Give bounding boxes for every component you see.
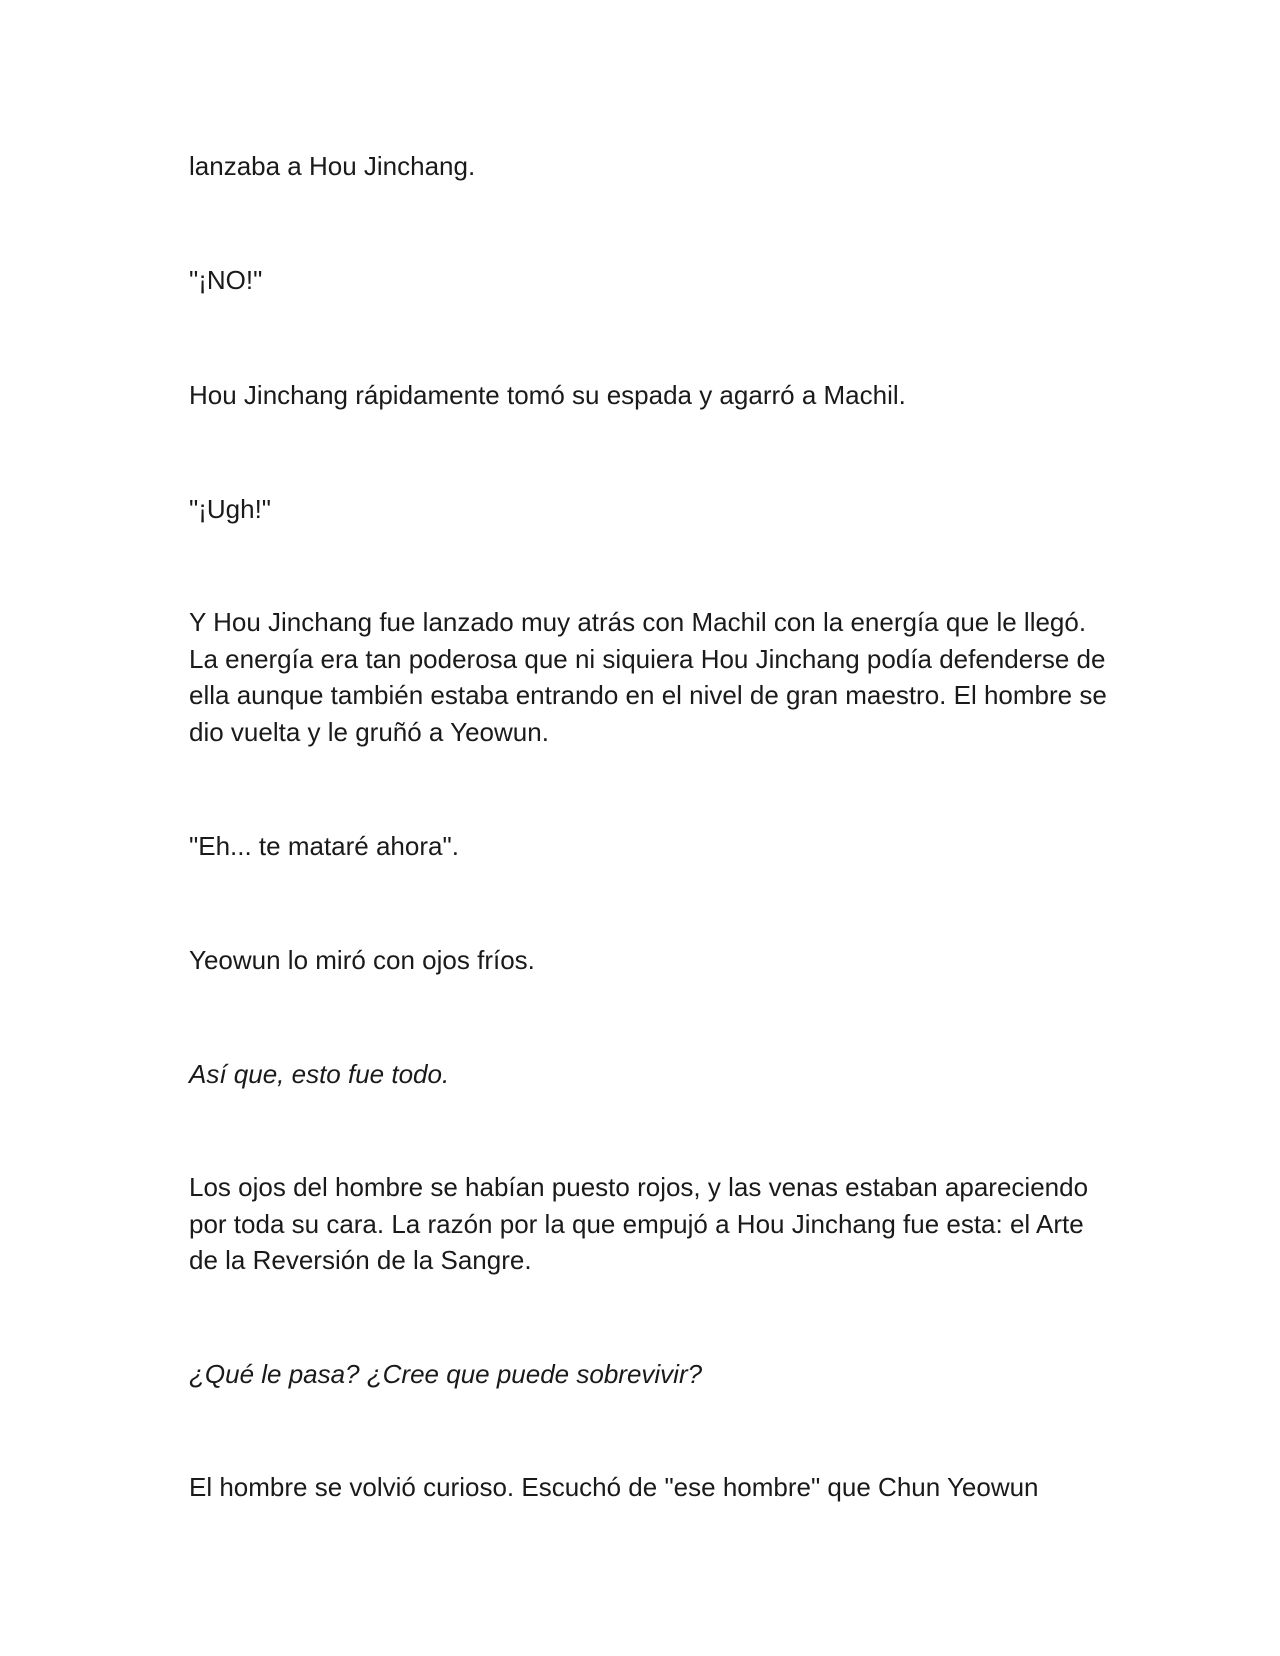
paragraph-7: Yeowun lo miró con ojos fríos. [189, 945, 535, 975]
paragraph-6: "Eh... te mataré ahora". [189, 831, 459, 861]
paragraph-2: "¡NO!" [189, 265, 263, 295]
paragraph-5: Y Hou Jinchang fue lanzado muy atrás con Machil con la energía que le llegó. La energía era tan poderosa que ni siquiera Hou Jinchang podía defenderse de ella aunque también estaba entrando en el nivel de gran maestro. El hombre se dio vuelta y le gruñó a Yeowun. [189, 607, 1107, 747]
paragraph-11: El hombre se volvió curioso. Escuchó de "ese hombre" que Chun Yeowun [189, 1472, 1039, 1502]
paragraph-10-italic: ¿Qué le pasa? ¿Cree que puede sobrevivir? [189, 1359, 703, 1389]
paragraph-3: Hou Jinchang rápidamente tomó su espada y agarró a Machil. [189, 380, 906, 410]
paragraph-1: lanzaba a Hou Jinchang. [189, 151, 476, 181]
paragraph-4: "¡Ugh!" [189, 494, 272, 524]
paragraph-9: Los ojos del hombre se habían puesto rojos, y las venas estaban apareciendo por toda su cara. La razón por la que empujó a Hou Jinchang fue esta: el Arte de la Reversión de la Sangre. [189, 1172, 1089, 1275]
paragraph-8-italic: Así que, esto fue todo. [189, 1059, 450, 1089]
